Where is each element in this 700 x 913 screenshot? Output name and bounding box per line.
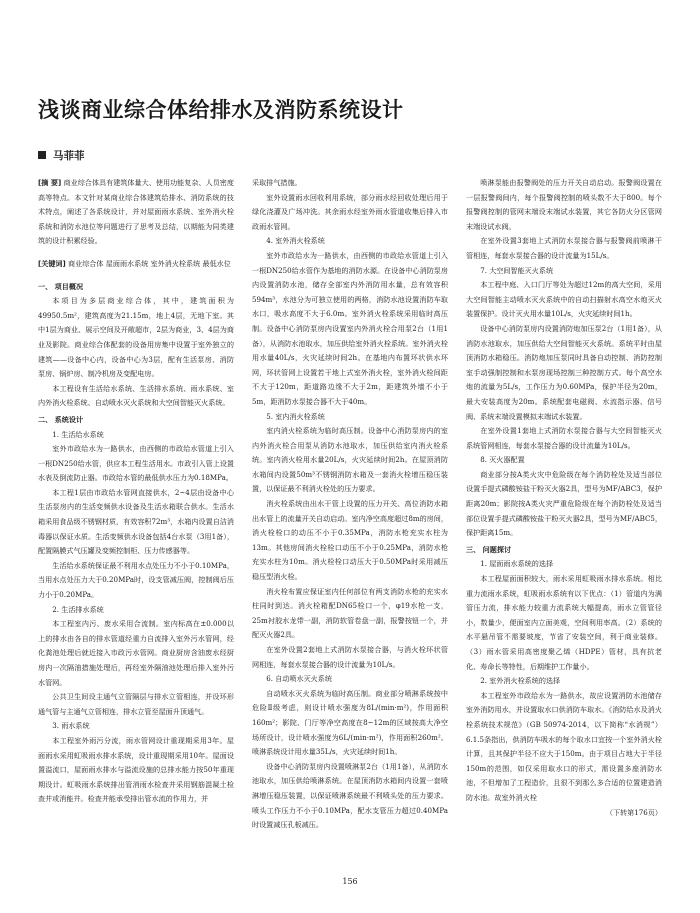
paragraph: 室外市政给水为一路供水，由西侧的市政给水管道上引入一根DN250给水管作为基地的消防水源。在设备中心消防泵房内设置消防水池，储存全部室内外消防用水量，总有效容积594m³，水池分为可独立使用的两格，消防水池设置消防车取水口，吸水高度不大于6.0m。室外消火栓系统采用临时高压制。设备中心消防泵房内设置室内外消火栓合用泵2台（1用1备），从消防水池取水，加压供给室外消火栓系统。室外消火栓用水量40L/s，火灾延续时间2h。在基地内布置环状供水环网，环状管网上设置若干地上式室外消火栓，室外消火栓间距不大于120m，距道路边缘不大于2m，距建筑外墙不小于5m，距消防水泵接合器不大于40m。: [252, 250, 448, 406]
paragraph: 本工程室外雨污分流，雨水管网设计重现期采用3年。屋面雨水采用虹吸雨水排水系统，设计重现期采用10年。屋面设置溢流口，屋面雨水排水与溢流设施的总排水能力按50年重现期设计。虹吸雨水系统排出管消雨水检查井采用钢筋混凝土检查井或消能井。检查井能承受排出管水流的作用力，并: [38, 735, 234, 804]
abstract-label: [摘 要]: [38, 178, 62, 187]
column-3: [466, 176, 662, 820]
subsection-heading: 4. 室外消火栓系统: [266, 236, 325, 246]
square-bullet-icon: [38, 151, 46, 159]
column-2: [252, 176, 448, 833]
section-heading: 二、 系统设计: [38, 414, 84, 424]
author-line: [38, 148, 85, 163]
paragraph: 公共卫生间设主通气立管隔层与排水立管相连，并设环形通气管与主通气立管相连，排水立管至屋面升顶通气。: [38, 692, 234, 716]
keywords-label: [关键词]: [38, 258, 66, 268]
subsection-heading: 2. 生活排水系统: [52, 604, 104, 614]
subsection-heading: 7. 大空间智能灭火系统: [480, 265, 554, 275]
paragraph: 商业部分按A类火灾中危险级在每个消防栓处及适当部位设置手提式磷酸铵盐干粉灭火器2具，型号为MF/ABC3，保护距离20m；影院按A类火灾严重危险级在每个消防栓处及适当部位设置手提式磷酸铵盐干粉灭火器2具，型号为MF/ABC5，保护距离15m。: [466, 469, 662, 538]
paragraph: 消火栓系统由出水干管上设置的压力开关、高位消防水箱出水管上的流量开关自动启动。室内净空高度超过8m的房间，消火栓栓口的动压不小于0.35MPa，消防水枪充实水柱为13m。其他房间消火栓栓口动压不小于0.25MPa，消防水枪充实水柱为10m。消火栓栓口动压大于0.50MPa时采用减压稳压型消火栓。: [252, 499, 448, 582]
article-title: 浅谈商业综合体给排水及消防系统设计: [38, 98, 404, 122]
paragraph: 本工程1层由市政给水管网直接供水，2~4层由设备中心生活泵房内的生活变频供水设备及生活水箱联合供水。生活水箱采用食品级不锈钢材质，有效容积72m³，水箱内设置自洁消毒器以保证水质。生活变频供水设备包括4台水泵（3用1备），配置隔膜式气压罐及变频控制柜、压力传感器等。: [38, 487, 234, 556]
paragraph: 设备中心消防泵房内设置消防炮加压泵2台（1用1备），从消防水池取水，加压供给大空间智能灭火系统。系统平时由屋顶消防水箱稳压。消防炮加压泵同时具备自动控制、消防控制室手动强制控制和水泵房现场控制三种控制方式。每个高空水炮的流量为5L/s，工作压力为0.60MPa，保护半径为20m，最大安装高度为20m。系统配套电磁阀、水流指示器、信号阀、系统末端设置模拟末端试水装置。: [466, 323, 662, 421]
paragraph: 本工程屋面面积较大，雨水采用虹吸雨水排水系统。相比重力流雨水系统，虹吸雨水系统有以下优点：（1）管道内为满管压力流，排水能力较重力流系统大幅提高，雨水立管管径小，数量少，便面室内立面美观，空间利用率高。（2）系统的水平悬吊管不需要坡度，节省了安装空间，利于商业装修。（3）雨水管采用高密度聚乙烯（HDPE）管材，具有抗老化、寿命长等特性，后期维护工作量小。: [466, 574, 662, 671]
keywords: [38, 257, 234, 272]
subsection-heading: 5. 室内消火栓系统: [266, 411, 325, 421]
paragraph: 设备中心消防泵房内设置喷淋泵2台（1用1备），从消防水池取水，加压供给喷淋系统。在屋顶消防水箱间内设置一套喷淋增压稳压装置，以保证喷淋系统最不利喷头处的压力要求。喷头工作压力不小于0.10MPa，配水支管压力超过0.40MPa时设置减压孔板减压。: [252, 761, 448, 830]
subsection-heading: 2. 室外消火栓系统的选择: [480, 676, 561, 686]
section-heading: 三、 问题探讨: [466, 544, 512, 554]
paragraph: 本工程室内污、废水采用合流制。室内标高在±0.000以上的排水由各自的排水管道经重力自流排入室外污水管网，经化粪池处理后就近接入市政污水管网。商业厨房含油废水经厨房内一次隔油措施处理后，再经室外隔油池处理后排入室外污水管网。: [38, 619, 234, 687]
page-number: 156: [342, 877, 358, 886]
paragraph: 喷淋泵能由报警阀处的压力开关自动启动。报警阀设置在一层报警阀间内，每个报警阀控制的喷头数不大于800。每个报警阀控制的管网末端设末端试水装置，其它各防火分区管网末端设试水阀。: [466, 178, 662, 231]
abstract: [38, 176, 234, 249]
subsection-heading: 1. 屋面雨水系统的选择: [480, 559, 554, 569]
subsection-heading: 3. 雨水系统: [52, 721, 90, 731]
subsection-heading: 6. 自动喷水灭火系统: [266, 674, 332, 684]
paragraph: 本项目为多层商业综合体，其中，建筑面积为49950.5m²，建筑高度为21.15m，地上4层，无地下室。其中1层为商业、展示空间及开敞超市，2层为商业，3、4层为商业及影院。商业综合体配套的设备用房集中设置于室外独立的建筑——设备中心内，设备中心为3层，配有生活泵房、消防泵房、锅炉房、制冷机房及变配电房。: [38, 296, 234, 379]
paragraph: 自动喷水灭火系统为临时高压制。商业部分喷淋系统按中危险Ⅱ级考虑，则设计喷水强度为8L/(min·m²)，作用面积160m²；影院、门厅等净空高度在8~12m的区域按高大净空场所设计，设计喷水强度为6L/(min·m²)，作用面积260m²。喷淋系统设计用水量35L/s，火灾延续时间1h。: [252, 688, 448, 757]
paragraph: 在室外设置2套地上式消防水泵接合器，与消火栓环状管网相连，每套水泵接合器的设计流量为10L/s。: [252, 645, 448, 669]
paragraph: 采取排气措施。: [252, 178, 302, 187]
column-1: [38, 176, 234, 807]
paragraph: 消火栓布置应保证室内任何部位有两支消防水枪的充实水柱同时到达。消火栓箱配DN65栓口一个，φ19水枪一支，25m衬胶水龙带一副，消防软管卷盘一副，报警按钮一个，并配灭火器2具。: [252, 586, 448, 640]
paragraph: 生活给水系统保证最不利用水点处压力不小于0.10MPa，当用水点处压力大于0.20MPa时，设支管减压阀，控制阀后压力小于0.20MPa。: [38, 560, 234, 600]
paragraph: 室外设置雨水回收利用系统，部分雨水经回收处理后用于绿化浇灌及广场冲洗。其余雨水经室外雨水管道收集后排入市政雨水管网。: [252, 192, 448, 231]
abstract-text: 商业综合体具有建筑体量大、使用功能复杂、人员密度高等特点。本文针对某商业综合体建筑给排水、消防系统的技术特点，阐述了各系统设计，并对屋面雨水系统、室外消火栓系统和消防水池位等问题进行了思考及总结，以期能为同类建筑的设计积累经验。: [38, 178, 235, 246]
paragraph: 本工程设有生活给水系统、生活排水系统、雨水系统、室内外消火栓系统、自动喷水灭火系统和大空间智能灭火系统。: [38, 383, 234, 408]
keywords-text: 商业综合体 屋面雨水系统 室外消火栓系统 最低水位: [68, 258, 231, 268]
subsection-heading: 1. 生活给水系统: [52, 429, 104, 439]
continued-note: （下转第176页）: [605, 807, 662, 817]
paragraph: 本工程室外市政给水为一路供水，故应设置消防水池储存室外消防用水，并设置取水口供消防车取水。《消防给水及消火栓系统技术规范》（GB 50974-2014，以下简称“水消规”）6.1.5条指出，供消防车吸水的每个取水口宜按一个室外消火栓计算，且其保护半径不应大于150m。由于项目占地大于半径150m的范围，如仅采用取水口的形式，需设置多座消防水池，不但增加了工程造价，且很不到那么多合适的位置建造消防水池。故室外消火栓: [466, 690, 662, 802]
author-name: 马菲菲: [53, 150, 85, 162]
paragraph: 室外市政给水为一路供水，由西侧的市政给水管道上引入一根DN250给水管，供应本工程生活用水。市政引入管上设置水表及倒流防止器。市政给水管的最低供水压力为0.18MPa。: [38, 444, 234, 483]
paragraph: 在室外设置3套地上式消防水泵接合器与报警阀前喷淋干管相连，每套水泵接合器的设计流量为15L/s。: [466, 236, 662, 260]
paragraph: 本工程中庭、入口门厅等处为超过12m的高大空间，采用大空间智能主动喷水灭火系统中的自动扫描射水高空水炮灭火装置保护。设计灭火用水量10L/s，火灾延续时间1h。: [466, 280, 662, 319]
paragraph: 在室外设置1套地上式消防水泵接合器与大空间智能灭火系统管网相连，每套水泵接合器的设计流量为10L/s。: [466, 426, 662, 450]
paragraph: 室内消火栓系统为临时高压制。设备中心消防泵房内的室内外消火栓合用泵从消防水池取水，加压供给室内消火栓系统。室内消火栓用水量20L/s，火灾延续时间2h。在屋顶消防水箱间内设置50m³不锈钢消防水箱及一套消火栓增压稳压装置，以保证最不利消火栓处的压力要求。: [252, 426, 448, 494]
section-heading: 一、 项目概况: [38, 281, 84, 291]
subsection-heading: 8. 灭火器配置: [480, 455, 525, 465]
